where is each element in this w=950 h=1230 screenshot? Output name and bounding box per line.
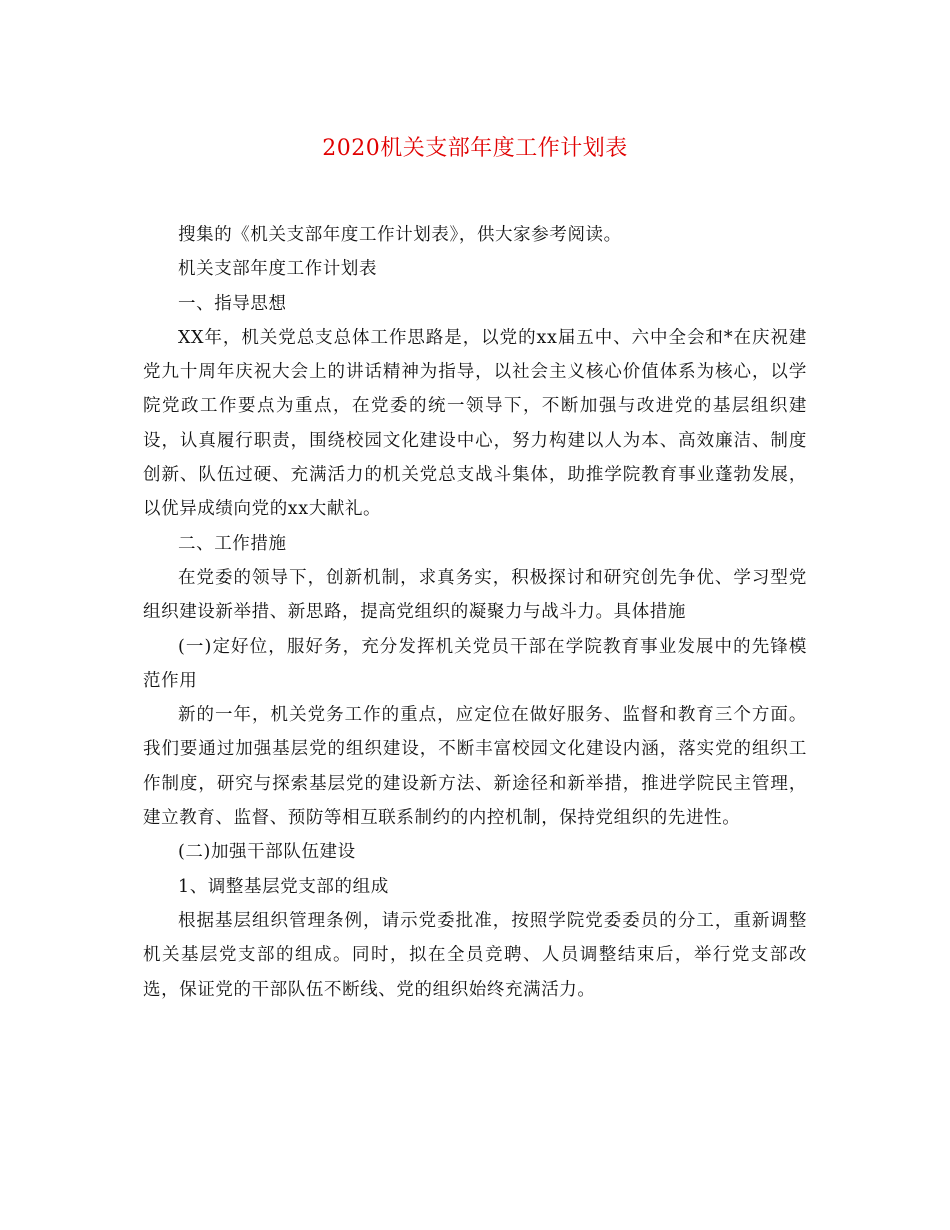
item-heading-1: 1、调整基层党支部的组成: [178, 876, 389, 897]
document-title: 2020机关支部年度工作计划表: [322, 136, 628, 161]
subtitle-paragraph: 机关支部年度工作计划表: [178, 259, 378, 280]
subsection-heading-1: (一)定好位，服好务，充分发挥机关党员干部在学院教育事业发展中的先锋模范作用: [143, 636, 807, 691]
section-heading-guiding-ideology: 一、指导思想: [178, 293, 287, 314]
section-heading-work-measures: 二、工作措施: [178, 533, 287, 554]
subsection-1-paragraph: 新的一年，机关党务工作的重点，应定位在做好服务、监督和教育三个方面。我们要通过加强基层党的组织建设，不断丰富校园文化建设内涵，落实党的组织工作制度，研究与探索基层党的建设新方法、新途径和新举措，推进学院民主管理，建立教育、监督、预防等相互联系制约的内控机制，保持党组织的先进性。: [143, 705, 807, 829]
intro-paragraph: 搜集的《机关支部年度工作计划表》，供大家参考阅读。: [178, 225, 622, 245]
work-measures-paragraph: 在党委的领导下，创新机制，求真务实，积极探讨和研究创先争优、学习型党组织建设新举措、新思路，提高党组织的凝聚力与战斗力。具体措施: [143, 567, 807, 623]
item-1-paragraph: 根据基层组织管理条例，请示党委批准，按照学院党委委员的分工，重新调整机关基层党支部的组成。同时，拟在全员竞聘、人员调整结束后，举行党支部改选，保证党的干部队伍不断线、党的组织始终充满活力。: [143, 910, 807, 1000]
document-body: [143, 218, 807, 1007]
subsection-heading-2: (二)加强干部队伍建设: [178, 842, 356, 863]
guiding-ideology-paragraph: XX年，机关党总支总体工作思路是，以党的xx届五中、六中全会和*在庆祝建党九十周年庆祝大会上的讲话精神为指导，以社会主义核心价值体系为核心，以学院党政工作要点为重点，在党委的统一领导下，不断加强与改进党的基层组织建设，认真履行职责，围绕校园文化建设中心，努力构建以人为本、高效廉洁、制度创新、队伍过硬、充满活力的机关党总支战斗集体，助推学院教育事业蓬勃发展，以优异成绩向党的xx大献礼。: [143, 327, 807, 520]
